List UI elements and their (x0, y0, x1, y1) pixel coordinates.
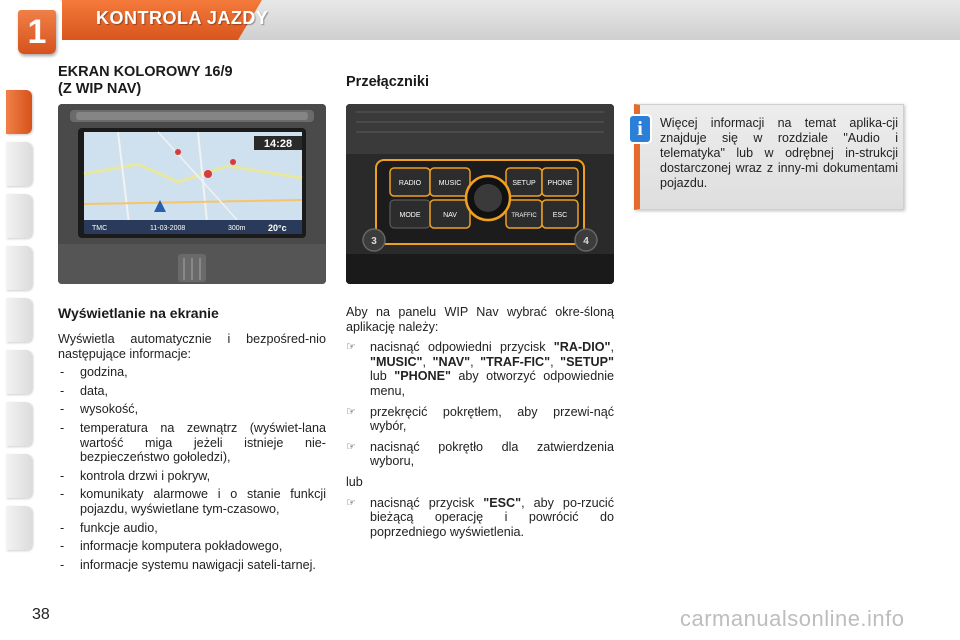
hand-pointer-icon: ☞ (346, 440, 356, 453)
screen-temperature: 20°c (268, 223, 287, 233)
display-intro: Wyświetla automatycznie i bezpośred-nio następujące informacje: (58, 332, 326, 361)
screen-distance: 300m (228, 225, 246, 232)
side-tab-chapter-2[interactable] (6, 142, 32, 186)
list-item: - wysokość, (58, 402, 326, 417)
step-3: ☞ nacisnąć pokrętło dla zatwierdzenia wyboru, (346, 439, 614, 469)
switches-section (346, 305, 614, 545)
nav-button-label: NAV (443, 212, 457, 219)
side-tab-chapter-8[interactable] (6, 454, 32, 498)
list-item: - funkcje audio, (58, 521, 326, 536)
switches-intro: Aby na panelu WIP Nav wybrać okre-śloną aplikację należy: (346, 305, 614, 334)
side-tab-chapter-3[interactable] (6, 194, 32, 238)
color-screen-illustration (58, 104, 326, 284)
esc-button-label: ESC (552, 212, 568, 219)
side-tab-chapter-7[interactable] (6, 402, 32, 446)
watermark: carmanualsonline.info (680, 606, 905, 631)
section-heading-line1: EKRAN KOLOROWY 16/9 (58, 64, 233, 80)
radio-key: "RA-DIO" (553, 340, 611, 355)
mode-button-label: MODE (399, 212, 421, 219)
hand-pointer-icon: ☞ (346, 405, 356, 418)
info-icon: i (630, 116, 650, 142)
nav-key: "NAV" (432, 354, 471, 369)
list-item: - data, (58, 384, 326, 399)
setup-button-label: SETUP (512, 180, 536, 187)
section-heading (58, 64, 233, 98)
list-item: - kontrola drzwi i pokryw, (58, 469, 326, 484)
traffic-key: "TRAF-FIC" (480, 354, 551, 369)
screen-date: 11-03-2008 (150, 225, 186, 232)
knob-4-label: 4 (583, 236, 589, 247)
list-item: - godzina, (58, 365, 326, 380)
screen-time: 14:28 (263, 138, 293, 150)
display-items-list (58, 365, 326, 572)
hand-pointer-icon: ☞ (346, 496, 356, 509)
esc-key: "ESC" (483, 495, 522, 510)
list-item: - temperatura na zewnątrz (wyświet-lana wartość miga jeżeli istnieje nie-bezpieczeństwo gołoledzi), (58, 421, 326, 465)
list-item: - informacje systemu nawigacji sateli-tarnej. (58, 558, 326, 573)
side-tab-chapter-4[interactable] (6, 246, 32, 290)
traffic-button-label: TRAFFIC (511, 213, 537, 219)
music-button-label: MUSIC (438, 180, 462, 187)
display-section (58, 332, 326, 576)
info-text: Więcej informacji na temat aplika-cji znajduje się w rozdziale "Audio i telematyka" lub w odrębnej in-strukcji dostarczonej wraz z inny-mi dokumentami pojazdu. (660, 116, 898, 190)
music-key: "MUSIC" (370, 354, 423, 369)
phone-key: "PHONE" (394, 369, 451, 384)
side-tab-chapter-5[interactable] (6, 298, 32, 342)
display-heading: Wyświetlanie na ekranie (58, 305, 219, 321)
page-number: 38 (32, 606, 50, 623)
chapter-tab[interactable]: 1 (18, 10, 56, 54)
step-4: ☞ nacisnąć przycisk "ESC", aby po-rzucić bieżącą operację i powrócić do poprzedniego wyświetlenia. (346, 495, 615, 539)
control-panel-photo (346, 104, 614, 284)
side-tab-chapter-9[interactable] (6, 506, 32, 550)
or-label: lub (346, 474, 363, 489)
screen-tmc: TMC (92, 225, 108, 232)
list-item: - informacje komputera pokładowego, (58, 539, 326, 554)
phone-button-label: PHONE (547, 180, 573, 187)
setup-key: "SETUP" (560, 354, 615, 369)
control-panel-illustration (346, 104, 614, 284)
step-1: ☞ nacisnąć odpowiedni przycisk "RA-DIO", "MUSIC", "NAV", "TRAF-FIC", "SETUP" lub "PHONE" aby otworzyć odpowiednie menu, (346, 340, 615, 398)
side-tab-chapter-6[interactable] (6, 350, 32, 394)
color-screen-photo (58, 104, 326, 284)
radio-button-label: RADIO (398, 180, 422, 187)
list-item: - komunikaty alarmowe i o stanie funkcji pojazdu, wyświetlane tym-czasowo, (58, 487, 326, 516)
knob-3-label: 3 (371, 236, 377, 247)
chapter-side-tabs (0, 62, 36, 582)
switches-heading: Przełączniki (346, 74, 430, 90)
hand-pointer-icon: ☞ (346, 341, 356, 354)
page-header-title: KONTROLA JAZDY (96, 8, 269, 28)
step-2: ☞ przekręcić pokrętłem, aby przewi-nąć wybór, (346, 404, 614, 434)
side-tab-chapter-1[interactable] (6, 90, 32, 134)
section-heading-line2: (Z WIP NAV) (58, 81, 142, 97)
